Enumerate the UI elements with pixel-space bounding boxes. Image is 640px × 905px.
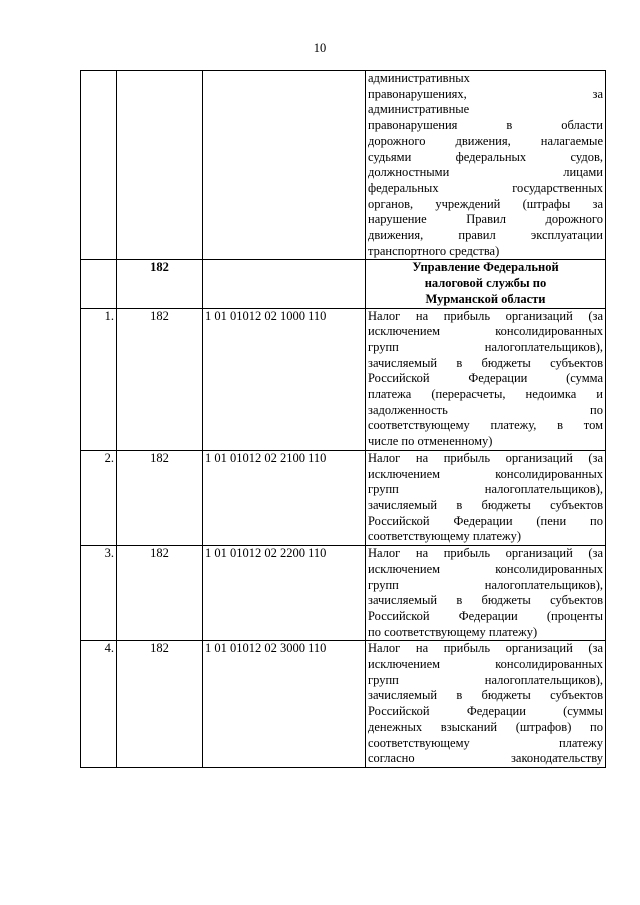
- chapter-code: 182: [117, 260, 203, 308]
- row-number: [81, 260, 117, 308]
- budget-classification-code: [203, 260, 366, 308]
- budget-classification-code: 1 01 01012 02 2100 110: [203, 450, 366, 545]
- description-line: административные: [368, 102, 470, 117]
- row-number: 4.: [81, 641, 117, 768]
- description-line: федеральных государственных: [368, 180, 603, 195]
- description-line: по соответствующему платежу): [368, 624, 538, 639]
- description-line: денежных взысканий (штрафов) по: [368, 719, 603, 734]
- description-line: должностными лицами: [368, 165, 603, 180]
- description-line: групп налогоплательщиков),: [368, 339, 603, 354]
- description-line: правонарушения в области: [368, 118, 603, 133]
- table-row: [81, 641, 606, 768]
- description-line: транспортного средства): [368, 243, 500, 258]
- description-line: Российской Федерации (проценты: [368, 608, 603, 623]
- description-line: зачисляемый в бюджеты субъектов: [368, 497, 603, 512]
- description-line: числе по отмененному): [368, 434, 493, 449]
- description-line: органов, учреждений (штрафы за: [368, 196, 603, 211]
- description-line: соответствующему платежу, в том: [368, 418, 603, 433]
- description-line: правонарушениях, за: [368, 86, 603, 101]
- row-number: 3.: [81, 546, 117, 641]
- revenue-description: [366, 641, 606, 768]
- revenue-codes-table: [80, 70, 606, 768]
- page-number: 10: [313, 41, 327, 55]
- table-row: [81, 308, 606, 450]
- description-line: соответствующему платежу: [368, 735, 603, 750]
- table-row: [81, 71, 606, 260]
- description-line: судьями федеральных судов,: [368, 149, 603, 164]
- description-line: исключением консолидированных: [368, 561, 603, 576]
- description-line: Налог на прибыль организаций (за: [368, 450, 603, 465]
- revenue-description: [366, 450, 606, 545]
- description-line: движения, правил эксплуатации: [368, 228, 603, 243]
- administrator-name: [366, 260, 606, 308]
- description-line: административных: [368, 71, 470, 85]
- description-line: Налог на прибыль организаций (за: [368, 641, 603, 656]
- description-line: Российской Федерации (сумма: [368, 371, 603, 386]
- chapter-code: [117, 71, 203, 260]
- row-number: [81, 71, 117, 260]
- description-line: Российской Федерации (суммы: [368, 704, 603, 719]
- administrator-name-line: Мурманской области: [425, 291, 546, 306]
- revenue-description: [366, 546, 606, 641]
- description-line: зачисляемый в бюджеты субъектов: [368, 593, 603, 608]
- description-line: платежа (перерасчеты, недоимка и: [368, 387, 603, 402]
- table-row: [81, 260, 606, 308]
- budget-classification-code: 1 01 01012 02 3000 110: [203, 641, 366, 768]
- administrator-name-line: налоговой службы по: [424, 276, 547, 291]
- description-line: Налог на прибыль организаций (за: [368, 546, 603, 561]
- description-line: соответствующему платежу): [368, 529, 522, 544]
- description-line: исключением консолидированных: [368, 324, 603, 339]
- chapter-code: 182: [117, 641, 203, 768]
- chapter-code: 182: [117, 546, 203, 641]
- description-line: нарушение Правил дорожного: [368, 212, 603, 227]
- description-line: групп налогоплательщиков),: [368, 672, 603, 687]
- chapter-code: 182: [117, 308, 203, 450]
- row-number: 2.: [81, 450, 117, 545]
- description-line: исключением консолидированных: [368, 466, 603, 481]
- row-number: 1.: [81, 308, 117, 450]
- table-row: [81, 450, 606, 545]
- description-line: исключением консолидированных: [368, 657, 603, 672]
- description-line: согласно законодательству: [368, 751, 603, 766]
- description-line: Налог на прибыль организаций (за: [368, 308, 603, 323]
- budget-classification-code: 1 01 01012 02 2200 110: [203, 546, 366, 641]
- revenue-description: [366, 308, 606, 450]
- description-line: дорожного движения, налагаемые: [368, 133, 603, 148]
- budget-classification-code: 1 01 01012 02 1000 110: [203, 308, 366, 450]
- revenue-description: [366, 71, 606, 260]
- description-line: зачисляемый в бюджеты субъектов: [368, 355, 603, 370]
- description-line: групп налогоплательщиков),: [368, 482, 603, 497]
- description-line: задолженность по: [368, 402, 603, 417]
- table-row: [81, 546, 606, 641]
- table-body: [81, 71, 606, 768]
- description-line: Российской Федерации (пени по: [368, 513, 603, 528]
- description-line: зачисляемый в бюджеты субъектов: [368, 688, 603, 703]
- administrator-name-line: Управление Федеральной: [412, 260, 559, 275]
- description-line: групп налогоплательщиков),: [368, 577, 603, 592]
- chapter-code: 182: [117, 450, 203, 545]
- budget-classification-code: [203, 71, 366, 260]
